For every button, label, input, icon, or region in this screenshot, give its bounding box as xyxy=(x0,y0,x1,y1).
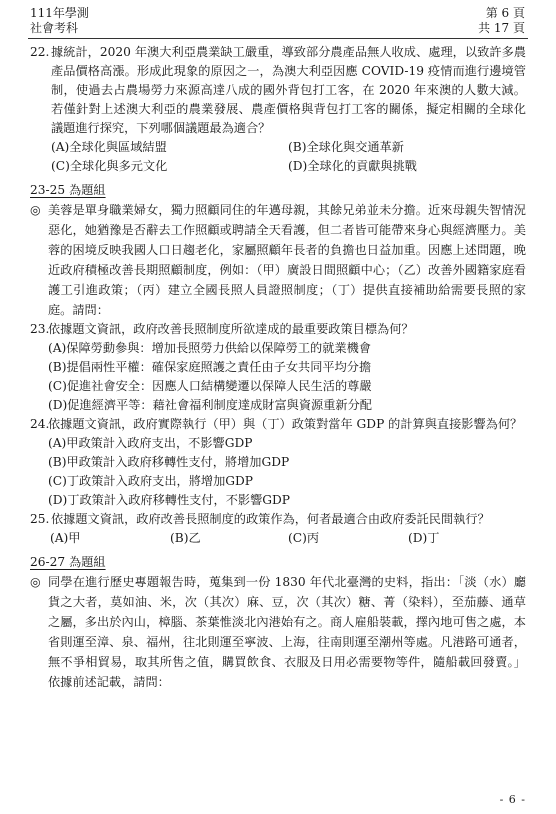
question-group-label: 23-25 為題組 xyxy=(30,183,106,197)
option-c[interactable]: (C)促進社會安全：因應人口結構變遷以保障人民生活的尊嚴 xyxy=(48,379,372,393)
question-23-options xyxy=(48,339,526,415)
question-text: 依據題文資訊，政府實際執行（甲）與（丁）政策對當年 GDP 的計算與直接影響為何？ xyxy=(48,417,523,431)
question-25 xyxy=(30,510,526,529)
header-right xyxy=(478,6,525,36)
option-a[interactable]: (A)甲政策計入政府支出，不影響GDP xyxy=(48,436,253,450)
option-b[interactable]: (B)甲政策計入政府移轉性支付，將增加GDP xyxy=(48,455,290,469)
option-b[interactable]: (B)全球化與交通革新 xyxy=(288,140,404,154)
option-b[interactable]: (B)提倡兩性平權：確保家庭照護之責任由子女共同平均分擔 xyxy=(48,360,372,374)
question-number: 22. xyxy=(30,45,50,59)
question-number: 24. xyxy=(30,417,50,431)
passage-text: 同學在進行歷史專題報告時，蒐集到一份 1830 年代北臺灣的史料，指出：「淡（水）廳貨之大者，莫如油、米，次（其次）麻、豆，次（其次）糖、菁（染料），至茄藤、通草之屬，多出於內山，樟腦、茶葉惟淡北內港始有之。商人雇船裝載，擇內地可售之處，本省則運至漳、泉、福州，往北則運至寧波、上海，往南則運至潮州等處。凡港路可通者，無不爭相貿易，取其所售之值，購買飲食、衣服及日用必需要物等件，隨船載回發賣。」依據前述記載，請問： xyxy=(48,575,526,689)
page-footer: - 6 - xyxy=(499,793,526,806)
question-24 xyxy=(30,415,526,434)
option-a[interactable]: (A)全球化與區域結盟 xyxy=(51,140,167,154)
option-c[interactable]: (C)丙 xyxy=(288,531,320,545)
total-pages: 共 17 頁 xyxy=(478,21,525,35)
subject-title: 社會考科 xyxy=(30,21,79,35)
question-text: 依據題文資訊，政府改善長照制度所欲達成的最重要政策目標為何？ xyxy=(48,322,414,336)
option-a[interactable]: (A)保障勞動參與：增加長照勞力供給以保障勞工的就業機會 xyxy=(48,341,371,355)
option-d[interactable]: (D)丁 xyxy=(408,531,440,545)
question-23 xyxy=(30,320,526,339)
header-left xyxy=(30,6,89,36)
question-22 xyxy=(30,43,526,138)
question-25-options xyxy=(50,529,526,548)
option-c[interactable]: (C)全球化與多元文化 xyxy=(51,159,168,173)
option-d[interactable]: (D)丁政策計入政府移轉性支付，不影響GDP xyxy=(48,493,290,507)
question-text: 據統計，2020 年澳大利亞農業缺工嚴重，導致部分農產品無人收成、處理，以致許多農產品價格高漲。形成此現象的原因之一，為澳大利亞因應 COVID-19 疫情而進行邊境管制，使過去占農場勞力來源高達八成的國外背包打工客，在 2020 年來澳的人數大減。若僅針對上述澳大利亞的農業發展、農產價格與背包打工客的關係，擬定相關的全球化議題進行探究，下列哪個議題最為適合？ xyxy=(51,45,526,135)
page-number: 第 6 頁 xyxy=(485,6,525,20)
option-a[interactable]: (A)甲 xyxy=(50,531,81,545)
passage-26-27 xyxy=(30,572,526,692)
passage-mark: ◎ xyxy=(30,575,41,589)
header-divider xyxy=(28,38,528,39)
passage-mark: ◎ xyxy=(30,203,41,217)
question-24-options xyxy=(48,434,526,510)
question-group-label: 26-27 為題組 xyxy=(30,555,106,569)
question-number: 23. xyxy=(30,322,50,336)
option-d[interactable]: (D)全球化的貢獻與挑戰 xyxy=(288,159,417,173)
passage-23-25 xyxy=(30,200,526,320)
page-content xyxy=(30,43,526,692)
question-number: 25. xyxy=(30,512,50,526)
passage-text: 美蓉是單身職業婦女，獨力照顧同住的年邁母親，其餘兄弟並未分擔。近來母親失智情況惡化，她猶豫是否辭去工作照顧或聘請全天看護，但二者皆可能帶來身心與經濟壓力。美蓉的困境反映我國人口日趨老化，家屬照顧年長者的負擔也日益加重。因應上述問題，晚近政府積極改善長期照顧制度，例如：（甲）廣設日間照顧中心；（乙）改善外國籍家庭看護工引進政策；（丙）建立全國長照人員證照制度；（丁）提供直接補助給需要長照的家庭。請問： xyxy=(48,203,526,317)
option-b[interactable]: (B)乙 xyxy=(170,531,201,545)
option-c[interactable]: (C)丁政策計入政府支出，將增加GDP xyxy=(48,474,253,488)
question-text: 依據題文資訊，政府改善長照制度的政策作為，何者最適合由政府委託民間執行？ xyxy=(51,512,490,526)
option-d[interactable]: (D)促進經濟平等：藉社會福利制度達成財富與資源重新分配 xyxy=(48,398,372,412)
question-22-options xyxy=(51,138,526,176)
exam-title: 111年學測 xyxy=(30,6,89,20)
